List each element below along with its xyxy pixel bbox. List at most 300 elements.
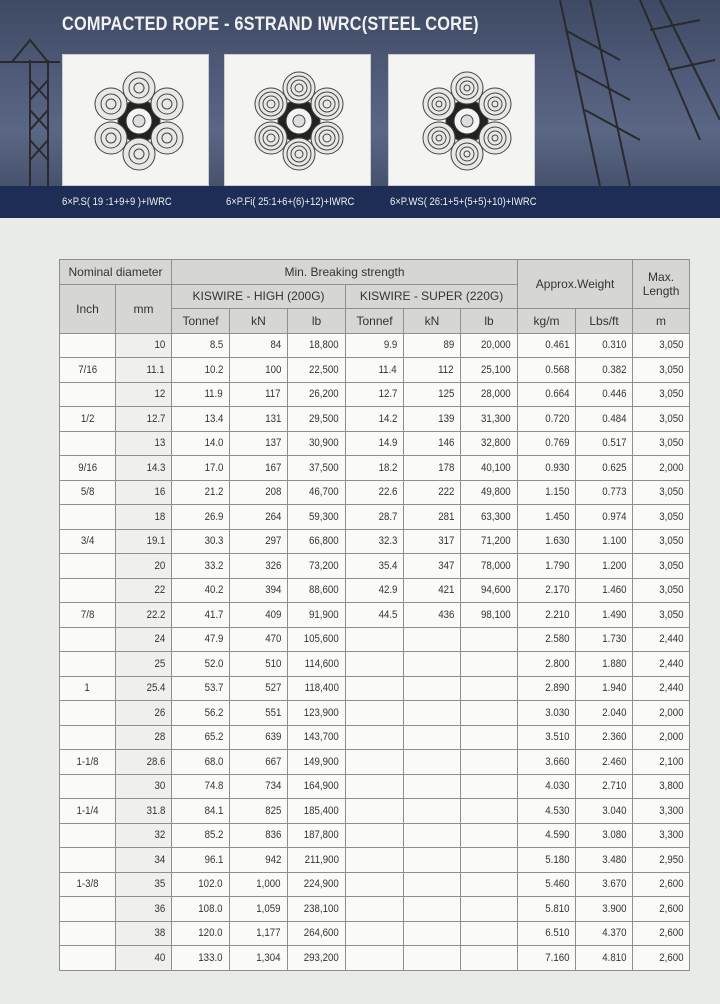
cell-weight-lbsft	[576, 725, 633, 750]
cell-weight-lbsft	[576, 358, 633, 383]
cell-weight-kgm	[518, 431, 576, 456]
rope-section-pws-image	[388, 54, 535, 186]
cell-inch	[60, 431, 116, 456]
cell-high-lb	[288, 701, 346, 726]
cell-inch	[60, 382, 116, 407]
cell-text: 2,000	[658, 461, 684, 474]
cell-weight-lbsft	[576, 946, 633, 971]
cell-weight-kgm	[518, 480, 576, 505]
cell-text: 1.150	[544, 486, 570, 499]
cell-inch	[60, 848, 116, 873]
cell-inch	[60, 505, 116, 530]
cell-text: 22	[154, 584, 166, 597]
cell-text: 96.1	[204, 853, 224, 866]
cell-text: 1.100	[601, 535, 627, 548]
cell-text: 21.2	[204, 486, 224, 499]
cell-high-lb	[288, 529, 346, 554]
cell-text: 3,050	[658, 584, 684, 597]
cell-weight-lbsft	[576, 750, 633, 775]
cell-text: 2,950	[658, 853, 684, 866]
cell-text: 2,600	[658, 878, 684, 891]
cell-text: 108.0	[198, 902, 224, 915]
cell-super-lb	[461, 652, 518, 677]
cell-text: 20	[154, 559, 166, 572]
header-max-length: Max. Length	[633, 260, 690, 309]
cell-high-tonnef	[172, 480, 230, 505]
cell-text: 44.5	[378, 608, 398, 621]
cell-high-tonnef	[172, 333, 230, 358]
cell-high-lb	[288, 480, 346, 505]
unit-kn-super: kN	[404, 309, 461, 334]
cell-text: 394	[264, 584, 282, 597]
cell-text: 4.590	[544, 829, 570, 842]
cell-super-lb	[461, 774, 518, 799]
cell-mm	[116, 382, 172, 407]
cell-inch	[60, 823, 116, 848]
cell-super-kn	[404, 480, 461, 505]
cell-text: 3.480	[601, 853, 627, 866]
cell-text: 137	[264, 437, 282, 450]
cell-text: 85.2	[204, 829, 224, 842]
cell-text: 1.940	[601, 682, 627, 695]
cell-high-lb	[288, 578, 346, 603]
cell-text: 281	[437, 510, 455, 523]
cell-weight-lbsft	[576, 407, 633, 432]
cell-text: 26	[154, 706, 166, 719]
cell-text: 178	[437, 461, 455, 474]
cell-weight-lbsft	[576, 480, 633, 505]
cell-mm	[116, 480, 172, 505]
cell-inch	[60, 554, 116, 579]
cell-inch	[60, 676, 116, 701]
cell-text: 46,700	[309, 486, 340, 499]
cell-text: 3,050	[658, 363, 684, 376]
cell-high-tonnef	[172, 505, 230, 530]
cell-weight-kgm	[518, 676, 576, 701]
cell-high-kn	[230, 848, 288, 873]
cell-text: 71,200	[481, 535, 512, 548]
cell-mm	[116, 897, 172, 922]
table-row	[60, 701, 690, 726]
cell-super-kn	[404, 921, 461, 946]
cell-weight-lbsft	[576, 431, 633, 456]
cell-text: 18,800	[309, 339, 340, 352]
cell-inch	[60, 529, 116, 554]
table-row	[60, 774, 690, 799]
cell-high-lb	[288, 431, 346, 456]
cell-text: 4.810	[601, 951, 627, 964]
caption-pws: 6×P.WS( 26:1+5+(5+5)+10)+IWRC	[390, 196, 537, 208]
table-row	[60, 725, 690, 750]
cell-super-tonnef	[346, 505, 404, 530]
unit-tonnef-super: Tonnef	[346, 309, 404, 334]
cell-mm	[116, 554, 172, 579]
cell-text: 3,050	[658, 510, 684, 523]
cell-text: 942	[264, 853, 282, 866]
cell-text: 317	[437, 535, 455, 548]
cell-super-lb	[461, 407, 518, 432]
cell-high-kn	[230, 358, 288, 383]
cell-super-kn	[404, 578, 461, 603]
cell-text: 35.4	[378, 559, 398, 572]
cell-high-lb	[288, 750, 346, 775]
cell-text: 0.461	[544, 339, 570, 352]
cell-text: 0.769	[544, 437, 570, 450]
cell-high-lb	[288, 725, 346, 750]
cell-weight-kgm	[518, 921, 576, 946]
cell-weight-kgm	[518, 652, 576, 677]
cell-super-lb	[461, 921, 518, 946]
cell-super-kn	[404, 848, 461, 873]
cell-weight-lbsft	[576, 627, 633, 652]
cell-high-kn	[230, 799, 288, 824]
cell-text: 326	[264, 559, 282, 572]
cell-text: 0.382	[601, 363, 627, 376]
cell-super-kn	[404, 456, 461, 481]
cell-super-tonnef	[346, 750, 404, 775]
cell-high-lb	[288, 921, 346, 946]
cell-super-lb	[461, 480, 518, 505]
cell-high-tonnef	[172, 407, 230, 432]
cell-text: 59,300	[309, 510, 340, 523]
rope-section-ps-image	[62, 54, 209, 186]
cell-super-tonnef	[346, 456, 404, 481]
cell-text: 31.8	[146, 804, 166, 817]
cell-mm	[116, 578, 172, 603]
cell-super-tonnef	[346, 554, 404, 579]
cell-super-lb	[461, 333, 518, 358]
cell-text: 24	[154, 633, 166, 646]
cell-text: 1.880	[601, 657, 627, 670]
cell-super-kn	[404, 725, 461, 750]
table-row	[60, 333, 690, 358]
cell-text: 40.2	[204, 584, 224, 597]
cell-weight-kgm	[518, 333, 576, 358]
cell-mm	[116, 799, 172, 824]
cell-super-tonnef	[346, 823, 404, 848]
cell-text: 14.3	[146, 461, 166, 474]
cell-high-lb	[288, 456, 346, 481]
cell-text: 734	[264, 780, 282, 793]
table-row	[60, 652, 690, 677]
cell-text: 3.900	[601, 902, 627, 915]
cell-weight-lbsft	[576, 701, 633, 726]
cell-text: 20,000	[481, 339, 512, 352]
cell-weight-lbsft	[576, 456, 633, 481]
cell-mm	[116, 701, 172, 726]
cell-text: 8.5	[209, 339, 224, 352]
cell-text: 1.450	[544, 510, 570, 523]
cell-max-length	[633, 946, 690, 971]
cell-text: 2,000	[658, 731, 684, 744]
cell-text: 25,100	[481, 363, 512, 376]
cell-weight-lbsft	[576, 603, 633, 628]
cell-inch	[60, 652, 116, 677]
cell-high-tonnef	[172, 823, 230, 848]
cell-text: 3.040	[601, 804, 627, 817]
cell-high-kn	[230, 456, 288, 481]
cell-text: 84	[270, 339, 282, 352]
table-row	[60, 627, 690, 652]
cell-text: 3,050	[658, 486, 684, 499]
cell-weight-lbsft	[576, 774, 633, 799]
cell-text: 13	[154, 437, 166, 450]
cell-text: 78,000	[481, 559, 512, 572]
cell-super-tonnef	[346, 627, 404, 652]
cell-high-kn	[230, 946, 288, 971]
cell-super-tonnef	[346, 529, 404, 554]
cell-high-kn	[230, 823, 288, 848]
cell-text: 0.664	[544, 388, 570, 401]
cell-text: 0.974	[601, 510, 627, 523]
cell-super-lb	[461, 823, 518, 848]
cell-text: 3.030	[544, 706, 570, 719]
table-row	[60, 505, 690, 530]
cell-text: 146	[437, 437, 455, 450]
cell-mm	[116, 407, 172, 432]
cell-text: 10.2	[204, 363, 224, 376]
cell-text: 4.530	[544, 804, 570, 817]
cell-text: 22,500	[309, 363, 340, 376]
cell-text: 667	[264, 755, 282, 768]
cell-text: 34	[154, 853, 166, 866]
cell-weight-kgm	[518, 725, 576, 750]
cell-text: 32.3	[378, 535, 398, 548]
cell-text: 1.730	[601, 633, 627, 646]
cell-super-kn	[404, 431, 461, 456]
cell-high-kn	[230, 652, 288, 677]
cell-max-length	[633, 456, 690, 481]
cell-super-kn	[404, 358, 461, 383]
cell-super-tonnef	[346, 382, 404, 407]
cell-text: 3/4	[80, 535, 95, 548]
cell-text: 3,050	[658, 437, 684, 450]
cell-text: 94,600	[481, 584, 512, 597]
cell-max-length	[633, 431, 690, 456]
cell-text: 31,300	[481, 412, 512, 425]
cell-high-tonnef	[172, 456, 230, 481]
cell-high-tonnef	[172, 529, 230, 554]
cell-text: 3,300	[658, 804, 684, 817]
cell-mm	[116, 505, 172, 530]
cell-super-tonnef	[346, 799, 404, 824]
cell-max-length	[633, 921, 690, 946]
cell-high-lb	[288, 505, 346, 530]
cell-inch	[60, 725, 116, 750]
cell-text: 131	[264, 412, 282, 425]
cell-super-lb	[461, 848, 518, 873]
cell-super-lb	[461, 627, 518, 652]
cell-text: 2,600	[658, 951, 684, 964]
cell-high-kn	[230, 676, 288, 701]
cell-high-lb	[288, 799, 346, 824]
cell-super-kn	[404, 897, 461, 922]
cell-text: 264,600	[304, 927, 340, 940]
cell-text: 639	[264, 731, 282, 744]
table-row	[60, 921, 690, 946]
cell-weight-lbsft	[576, 897, 633, 922]
cell-inch	[60, 701, 116, 726]
cell-text: 2,440	[658, 633, 684, 646]
table-row	[60, 872, 690, 897]
cell-inch	[60, 480, 116, 505]
cell-weight-kgm	[518, 627, 576, 652]
cell-text: 7/8	[80, 608, 95, 621]
cell-high-lb	[288, 774, 346, 799]
cell-text: 6.510	[544, 927, 570, 940]
cell-text: 5/8	[80, 486, 95, 499]
cell-text: 100	[264, 363, 282, 376]
cell-super-kn	[404, 701, 461, 726]
header-mm: mm	[116, 284, 172, 333]
cell-super-lb	[461, 750, 518, 775]
cell-text: 5.460	[544, 878, 570, 891]
cell-super-lb	[461, 578, 518, 603]
cell-max-length	[633, 529, 690, 554]
table-row	[60, 456, 690, 481]
cell-text: 3,050	[658, 339, 684, 352]
table-body	[60, 333, 690, 970]
cell-inch	[60, 799, 116, 824]
header-nominal-diameter: Nominal diameter	[60, 260, 172, 285]
cell-high-kn	[230, 725, 288, 750]
cell-text: 29,500	[309, 412, 340, 425]
cell-text: 84.1	[204, 804, 224, 817]
table-row	[60, 529, 690, 554]
cell-super-lb	[461, 431, 518, 456]
table-row	[60, 676, 690, 701]
cell-weight-kgm	[518, 358, 576, 383]
cell-text: 14.9	[378, 437, 398, 450]
table-row	[60, 554, 690, 579]
cell-text: 1-1/8	[76, 755, 99, 768]
table-row	[60, 382, 690, 407]
cell-high-lb	[288, 554, 346, 579]
cell-high-tonnef	[172, 358, 230, 383]
table-row	[60, 823, 690, 848]
cell-text: 2.800	[544, 657, 570, 670]
cell-mm	[116, 946, 172, 971]
cell-inch	[60, 333, 116, 358]
cell-super-kn	[404, 382, 461, 407]
cell-text: 211,900	[304, 853, 340, 866]
cell-weight-kgm	[518, 529, 576, 554]
specification-table	[59, 259, 690, 971]
unit-lb: lb	[288, 309, 346, 334]
cell-high-kn	[230, 750, 288, 775]
cell-high-lb	[288, 627, 346, 652]
cell-high-tonnef	[172, 774, 230, 799]
cell-text: 53.7	[204, 682, 224, 695]
cell-super-tonnef	[346, 358, 404, 383]
unit-m: m	[633, 309, 690, 334]
cell-text: 3,300	[658, 829, 684, 842]
cell-text: 3,050	[658, 535, 684, 548]
cell-super-lb	[461, 382, 518, 407]
cell-weight-kgm	[518, 872, 576, 897]
cell-text: 2.170	[544, 584, 570, 597]
cell-super-lb	[461, 529, 518, 554]
cell-text: 3,800	[658, 780, 684, 793]
cell-weight-kgm	[518, 505, 576, 530]
cell-text: 2,600	[658, 902, 684, 915]
cell-text: 2.460	[601, 755, 627, 768]
cell-text: 12.7	[378, 388, 398, 401]
cell-weight-kgm	[518, 946, 576, 971]
unit-lbs-per-ft: Lbs/ft	[576, 309, 633, 334]
cell-text: 120.0	[198, 927, 224, 940]
cell-text: 3,050	[658, 559, 684, 572]
cell-text: 118,400	[304, 682, 340, 695]
cell-high-tonnef	[172, 799, 230, 824]
cell-inch	[60, 750, 116, 775]
cell-high-lb	[288, 848, 346, 873]
cell-text: 222	[437, 486, 455, 499]
cell-text: 1.790	[544, 559, 570, 572]
cell-high-kn	[230, 505, 288, 530]
cell-weight-lbsft	[576, 652, 633, 677]
cell-text: 18	[154, 510, 166, 523]
cell-text: 66,800	[309, 535, 340, 548]
caption-pfi: 6×P.Fi( 25:1+6+(6)+12)+IWRC	[226, 196, 355, 208]
cell-mm	[116, 529, 172, 554]
cell-high-tonnef	[172, 431, 230, 456]
cell-high-kn	[230, 603, 288, 628]
cell-inch	[60, 872, 116, 897]
table-row	[60, 431, 690, 456]
cell-super-kn	[404, 603, 461, 628]
cell-mm	[116, 456, 172, 481]
cell-weight-kgm	[518, 603, 576, 628]
cell-text: 510	[264, 657, 282, 670]
cell-max-length	[633, 627, 690, 652]
cell-high-kn	[230, 382, 288, 407]
cell-text: 2.710	[601, 780, 627, 793]
cell-text: 3.510	[544, 731, 570, 744]
header-kiswire-high: KISWIRE - HIGH (200G)	[172, 284, 346, 309]
cell-super-lb	[461, 897, 518, 922]
cell-text: 56.2	[204, 706, 224, 719]
cell-text: 164,900	[304, 780, 340, 793]
cell-super-lb	[461, 799, 518, 824]
cell-high-lb	[288, 358, 346, 383]
cell-text: 91,900	[309, 608, 340, 621]
cell-max-length	[633, 701, 690, 726]
cell-weight-lbsft	[576, 921, 633, 946]
cell-text: 2,000	[658, 706, 684, 719]
cell-text: 5.810	[544, 902, 570, 915]
cell-mm	[116, 725, 172, 750]
cell-text: 28	[154, 731, 166, 744]
cell-mm	[116, 823, 172, 848]
cell-high-tonnef	[172, 725, 230, 750]
cell-text: 19.1	[146, 535, 166, 548]
cell-text: 3,050	[658, 608, 684, 621]
cell-super-lb	[461, 505, 518, 530]
cell-text: 185,400	[304, 804, 340, 817]
cell-text: 102.0	[198, 878, 224, 891]
cell-text: 4.370	[601, 927, 627, 940]
cell-weight-lbsft	[576, 676, 633, 701]
cell-text: 123,900	[304, 706, 340, 719]
cell-weight-kgm	[518, 382, 576, 407]
cell-text: 0.446	[601, 388, 627, 401]
cell-text: 3,050	[658, 412, 684, 425]
cell-high-lb	[288, 382, 346, 407]
cell-text: 41.7	[204, 608, 224, 621]
cell-text: 167	[264, 461, 282, 474]
cell-text: 2,440	[658, 657, 684, 670]
